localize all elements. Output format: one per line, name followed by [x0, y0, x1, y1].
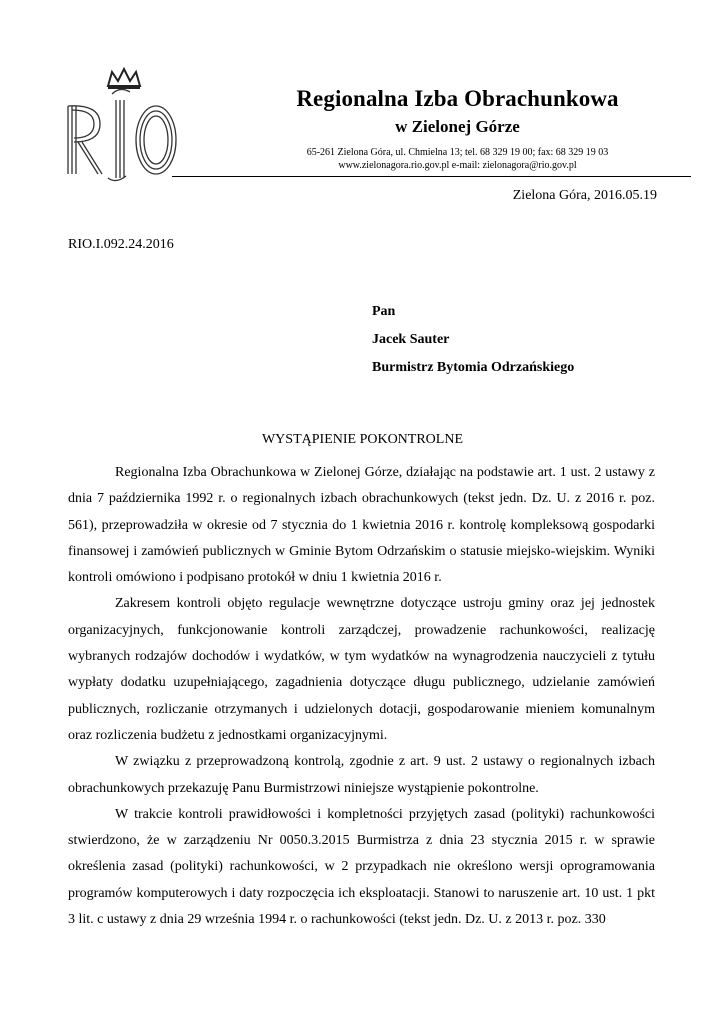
addressee-name: Jacek Sauter: [372, 332, 450, 347]
addressee-salutation: Pan: [372, 304, 396, 319]
institution-name: Regionalna Izba Obrachunkowa: [296, 86, 619, 111]
institution-contact: [190, 146, 725, 172]
logo-letter-o: [136, 106, 176, 174]
header-divider: [172, 176, 691, 177]
body-paragraph: Regionalna Izba Obrachunkowa w Zielonej Górze, działając na podstawie art. 1 ust. 2 ustawy z dnia 7 października 1992 r. o regionalnych izbach obrachunkowych (tekst jedn. Dz. U. z 2016 r. poz. 561), przeprowadziła w okresie od 7 stycznia do 1 kwietnia 2016 r. kontrolę kompleksową gospodarki finansowej i zamówień publicznych w Gminie Bytom Odrzańskim o statusie miejsko-wiejskim. Wyniki kontroli omówiono i podpisano protokół w dniu 1 kwietnia 2016 r.: [68, 465, 655, 586]
crown-icon: [108, 69, 140, 88]
logo-letter-i: [108, 89, 130, 180]
address-line: 65-261 Zielona Góra, ul. Chmielna 13; tel. 68 329 19 00; fax: 68 329 19 03: [306, 147, 609, 158]
logo-letter-r: [68, 106, 102, 174]
body-paragraph: Zakresem kontroli objęto regulacje wewnętrzne dotyczące ustroju gminy oraz jej jednostek organizacyjnych, funkcjonowanie kontroli zarządczej, prowadzenie rachunkowości, realizację wybranych rodzajów dochodów i wydatków, w tym wydatków na wynagrodzenia nauczycieli z tytułu wypłaty dodatku uzupełniającego, zagadnienia dotyczące długu publicznego, udzielanie zamówień publicznych, rozliczanie otrzymanych i udzielonych dotacji, gospodarowanie mieniem komunalnym oraz rozliczenia budżetu z jednostkami organizacyjnymi.: [68, 596, 655, 743]
rio-logo: [60, 66, 182, 184]
letter-body: [68, 460, 655, 933]
reference-number: RIO.I.092.24.2016: [68, 237, 174, 252]
body-paragraph: W trakcie kontroli prawidłowości i kompletności przyjętych zasad (polityki) rachunkowości stwierdzono, że w zarządzeniu Nr 0050.3.2015 Burmistrza z dnia 23 stycznia 2015 r. w sprawie określenia zasad (polityki) rachunkowości, w 2 przypadkach nie określono wersji oprogramowania programów komputerowych i daty rozpoczęcia ich eksploatacji. Stanowi to naruszenie art. 10 ust. 1 pkt 3 lit. c ustawy z dnia 29 września 1994 r. o rachunkowości (tekst jedn. Dz. U. z 2013 r. poz. 330: [68, 806, 655, 928]
institution-city: w Zielonej Górze: [395, 117, 520, 136]
contact-line: www.zielonagora.rio.gov.pl e-mail: zielonagora@rio.gov.pl: [338, 160, 577, 171]
letter-date: Zielona Góra, 2016.05.19: [512, 188, 657, 203]
logo-graphic: [60, 66, 182, 184]
addressee-position: Burmistrz Bytomia Odrzańskiego: [372, 360, 575, 375]
body-paragraph: W związku z przeprowadzoną kontrolą, zgodnie z art. 9 ust. 2 ustawy o regionalnych izbach obrachunkowych przekazuję Panu Burmistrzowi niniejsze wystąpienie pokontrolne.: [68, 754, 655, 796]
letter-subject: WYSTĄPIENIE POKONTROLNE: [261, 432, 464, 447]
addressee-block: [372, 303, 574, 387]
